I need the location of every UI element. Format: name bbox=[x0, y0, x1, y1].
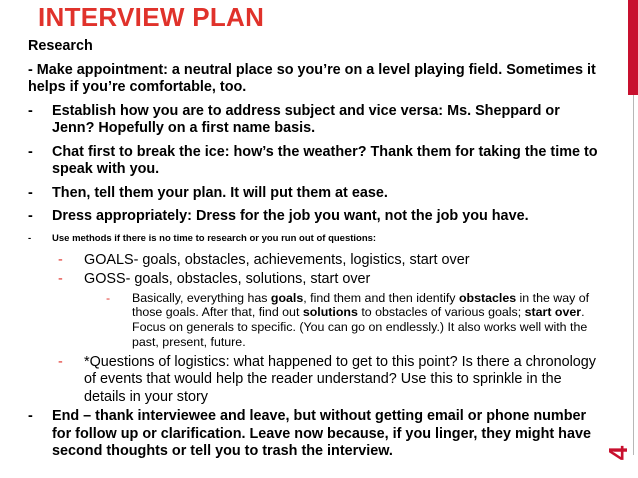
accent-bar bbox=[628, 0, 638, 95]
method-logistics: - *Questions of logistics: what happened to get to this point? Is there a chronology of events that would help the reader understand? Use this to sprinkle in the details in your story bbox=[58, 353, 596, 405]
bullet-dress: - Dress appropriately: Dress for the job you want, not the job you have. bbox=[28, 208, 529, 224]
appointment-text: - Make appointment: a neutral place so you’re on a level playing field. Sometimes it helps if you’re comfortable, too. bbox=[28, 61, 596, 95]
bullet-chat: - Chat first to break the ice: how’s the weather? Thank them for taking the time to speak with you. bbox=[28, 143, 598, 177]
goss-detail: - Basically, everything has goals, find them and then identify obstacles in the way of those goals. After that, find out solutions to obstacles of various goals; start over. Focus on generals to specific. (You can go on endlessly.) It also works well with the past, present, future. bbox=[106, 290, 590, 349]
bullet-end: - End – thank interviewee and leave, but without getting email or phone number for follow up or clarification. Leave now because, if you linger, they might have second thoughts or tell you to trash the interview. bbox=[28, 408, 591, 460]
method-goss: - GOSS- goals, obstacles, solutions, start over bbox=[58, 271, 371, 287]
research-heading: Research bbox=[28, 38, 93, 54]
slide-title: INTERVIEW PLAN bbox=[38, 2, 265, 32]
bullet-plan: - Then, tell them your plan. It will put them at ease. bbox=[28, 184, 388, 201]
page-number: 4 bbox=[603, 445, 633, 461]
bullet-address: - Establish how you are to address subject and vice versa: Ms. Sheppard or Jenn? Hopefully on a first name basis. bbox=[28, 102, 560, 136]
side-divider bbox=[633, 95, 634, 455]
slide-content bbox=[28, 38, 598, 467]
bullet-methods: - Use methods if there is no time to research or you run out of questions: bbox=[28, 232, 377, 244]
method-goals: - GOALS- goals, obstacles, achievements, logistics, start over bbox=[58, 251, 470, 268]
